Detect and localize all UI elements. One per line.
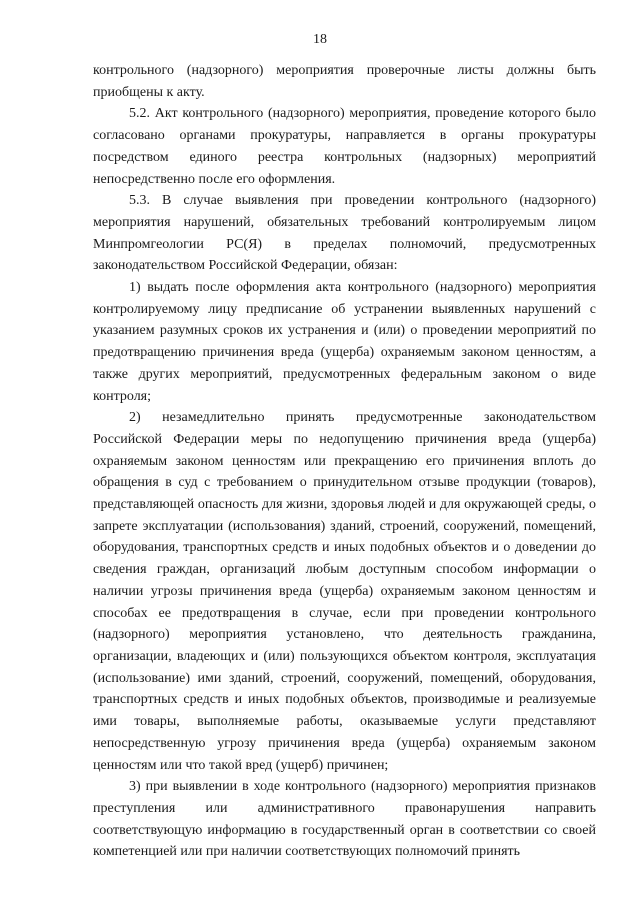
paragraph-item-2: 2) незамедлительно принять предусмотренные законодательством Российской Федерации меры по недопущению причинения вреда (ущерба) охраняемым законом ценностям или прекращению его причинения вплоть до обращения в суд с требованием о принудительном отзыве продукции (товаров), представляющей опасность для жизни, здоровья людей и для окружающей среды, о запрете эксплуатации (использования) зданий, строений, сооружений, помещений, оборудования, транспортных средств и иных подобных объектов и о доведении до сведения граждан, организаций любым доступным способом информации о наличии угрозы причинения вреда (ущерба) охраняемым законом ценностям и способах ее предотвращения в случае, если при проведении контрольного (надзорного) мероприятия установлено, что деятельность гражданина, организации, владеющих и (или) пользующихся объектом контроля, эксплуатация (использование) ими зданий, строений, сооружений, помещений, оборудования, транспортных средств и иных подобных объектов, производимые и реализуемые ими товары, выполняемые работы, оказываемые услуги представляют непосредственную угрозу причинения вреда (ущерба) охраняемым законом ценностям или что такой вред (ущерб) причинен; [93, 410, 596, 773]
paragraph-item-1: 1) выдать после оформления акта контрольного (надзорного) мероприятия контролируемому лицу предписание об устранении выявленных нарушений с указанием разумных сроков их устранения и (или) о проведении мероприятий по предотвращению причинения вреда (ущерба) охраняемым законом ценностям, а также других мероприятий, предусмотренных федеральным законом о виде контроля; [93, 280, 596, 404]
paragraph-5-3: 5.3. В случае выявления при проведении контрольного (надзорного) мероприятия нарушений, обязательных требований контролируемым лицом Минпромгеологии РС(Я) в пределах полномочий, предусмотренных законодательством Российской Федерации, обязан: [93, 193, 596, 274]
paragraph-continuation: контрольного (надзорного) мероприятия проверочные листы должны быть приобщены к акту. [93, 63, 596, 100]
paragraph-item-3: 3) при выявлении в ходе контрольного (надзорного) мероприятия признаков преступления или административного правонарушения направить соответствующую информацию в государственный орган в соответствии со своей компетенцией или при наличии соответствующих полномочий принять [93, 779, 596, 860]
page-number: 18 [313, 32, 327, 47]
document-body [93, 60, 596, 863]
paragraph-5-2: 5.2. Акт контрольного (надзорного) мероприятия, проведение которого было согласовано органами прокуратуры, направляется в органы прокуратуры посредством единого реестра контрольных (надзорных) мероприятий непосредственно после его оформления. [93, 106, 596, 187]
